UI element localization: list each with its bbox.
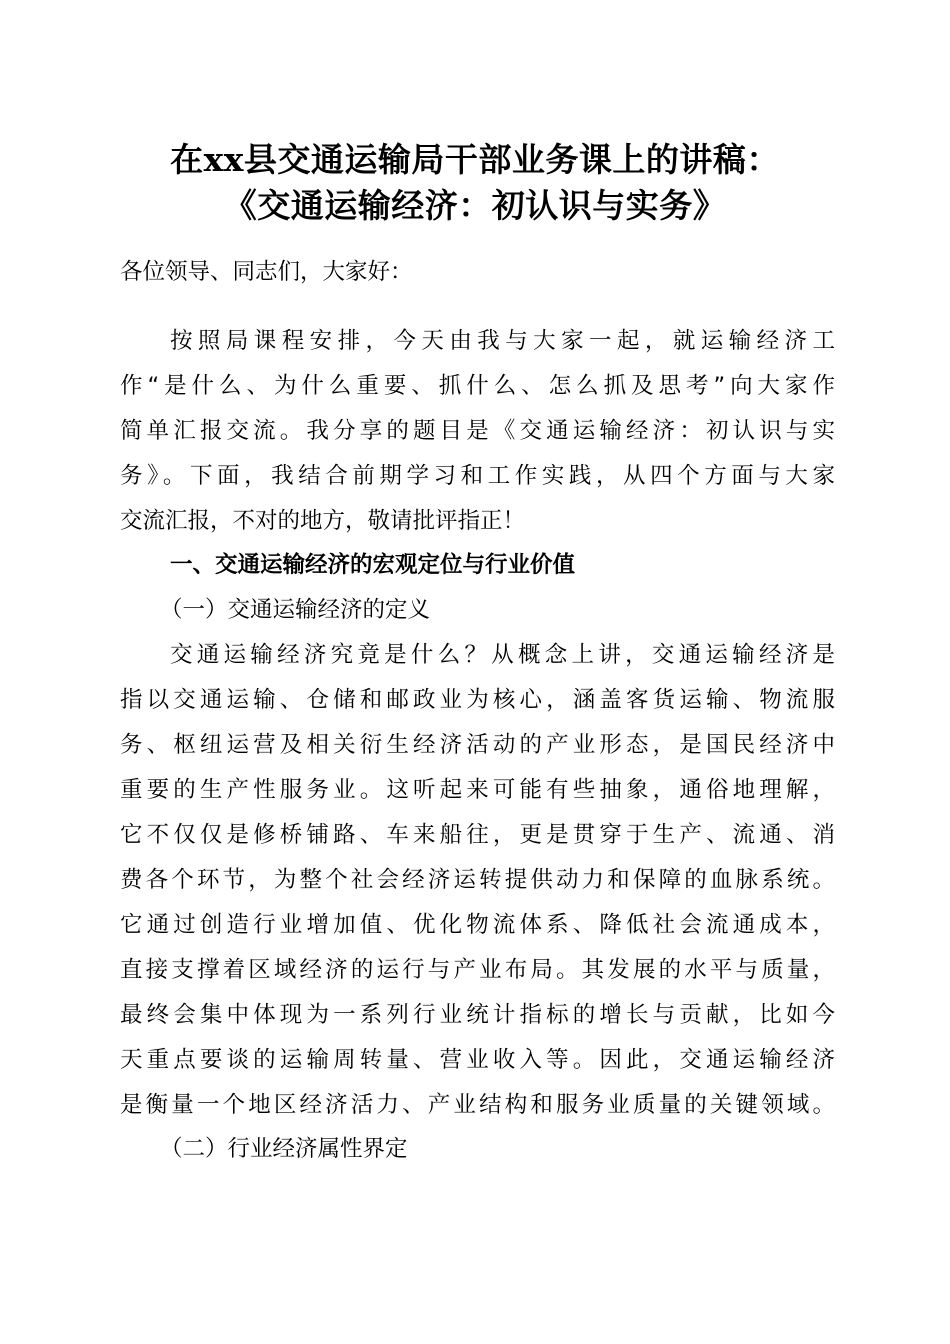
sub1-line-9: 最终会集中体现为一系列行业统计指标的增长与贡献，比如今	[120, 1002, 835, 1028]
sub1-line-2: 指以交通运输、仓储和邮政业为核心，涵盖客货运输、物流服	[120, 687, 835, 713]
document-title-line-1: 在xx县交通运输局干部业务课上的讲稿：	[170, 140, 780, 179]
section-1-heading: 一、交通运输经济的宏观定位与行业价值	[170, 552, 576, 578]
sub1-line-5: 它不仅仅是修桥铺路、车来船往，更是贯穿于生产、流通、消	[120, 822, 835, 848]
sub1-line-8: 直接支撑着区域经济的运行与产业布局。其发展的水平与质量，	[120, 957, 835, 983]
greeting: 各位领导、同志们，大家好：	[120, 259, 413, 285]
intro-line-3: 简单汇报交流。我分享的题目是《交通运输经济：初认识与实	[120, 418, 835, 444]
sub1-line-6: 费各个环节，为整个社会经济运转提供动力和保障的血脉系统。	[120, 867, 835, 893]
intro-line-1: 按照局课程安排，今天由我与大家一起，就运输经济工	[170, 328, 835, 354]
sub1-line-1: 交通运输经济究竟是什么？从概念上讲，交通运输经济是	[170, 642, 835, 668]
intro-line-2: 作“是什么、为什么重要、抓什么、怎么抓及思考”向大家作	[120, 373, 835, 399]
sub1-line-11: 是衡量一个地区经济活力、产业结构和服务业质量的关键领域。	[120, 1092, 835, 1118]
sub1-line-10: 天重点要谈的运输周转量、营业收入等。因此，交通运输经济	[120, 1047, 835, 1073]
document-title-line-2: 《交通运输经济：初认识与实务》	[223, 186, 727, 225]
intro-line-5: 交流汇报，不对的地方，敬请批评指正！	[120, 508, 526, 534]
sub1-line-7: 它通过创造行业增加值、优化物流体系、降低社会流通成本，	[120, 912, 835, 938]
subsection-2-heading: （二）行业经济属性界定	[160, 1136, 408, 1162]
intro-line-4: 务》。下面，我结合前期学习和工作实践，从四个方面与大家	[120, 463, 835, 489]
sub1-line-4: 重要的生产性服务业。这听起来可能有些抽象，通俗地理解，	[120, 777, 835, 803]
sub1-line-3: 务、枢纽运营及相关衍生经济活动的产业形态，是国民经济中	[120, 732, 835, 758]
subsection-1-heading: （一）交通运输经济的定义	[160, 597, 431, 623]
